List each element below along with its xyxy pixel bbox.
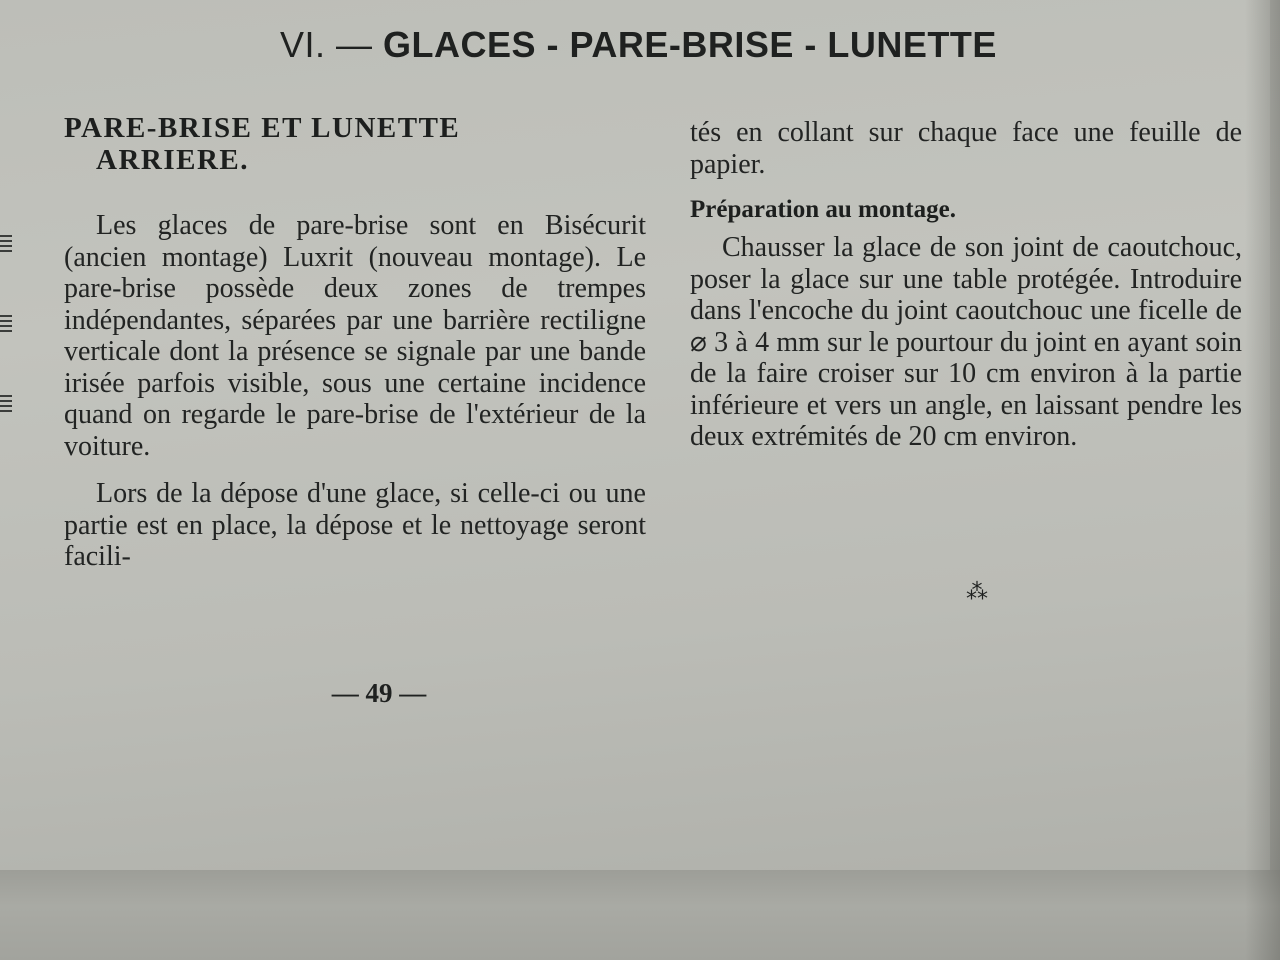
chapter-number: VI. — — [280, 24, 373, 65]
margin-mark — [0, 395, 12, 413]
paragraph-continuation: tés en collant sur chaque face une feuille de papier. — [690, 117, 1242, 180]
paragraph-glass-types: Les glaces de pare-brise sont en Bisécurit (ancien montage) Luxrit (nouveau montage). Le pare-brise possède deux zones de trempes indépendantes, séparées par une barrière rectiligne verticale dont la présence se signale par une bande irisée parfois visible, sous une certaine incidence quand on regarde le pare-brise de l'extérieur de la voiture. — [64, 210, 646, 462]
margin-thumb-marks — [0, 235, 14, 475]
left-column — [64, 112, 646, 573]
page-number: — 49 — — [331, 678, 427, 708]
binding-shadow — [1245, 0, 1280, 960]
section-heading — [64, 112, 646, 176]
paragraph-mounting: Chausser la glace de son joint de caoutchouc, poser la glace sur une table protégée. Introduire dans l'encoche du joint caoutchouc une ficelle de ⌀ 3 à 4 mm sur le pourtour du joint en ayant soin de la faire croiser sur 10 cm environ à la partie inférieure et vers un angle, en laissant pendre les deux extrémités de 20 cm environ. — [690, 232, 1242, 452]
chapter-heading-text: GLACES - PARE-BRISE - LUNETTE — [383, 24, 997, 65]
chapter-title — [280, 24, 1080, 66]
margin-mark — [0, 235, 12, 253]
margin-mark — [0, 315, 12, 333]
section-heading-line-2: ARRIERE. — [96, 144, 249, 176]
subheading-preparation: Préparation au montage. — [690, 196, 956, 223]
paragraph-removal: Lors de la dépose d'une glace, si celle-ci ou une partie est en place, la dépose et le nettoyage seront facili- — [64, 478, 646, 572]
section-heading-line-1: PARE-BRISE ET LUNETTE — [64, 112, 461, 144]
page-bottom-edge — [0, 870, 1280, 960]
asterism-ornament: ⁂ — [966, 580, 988, 605]
right-column — [690, 117, 1242, 453]
